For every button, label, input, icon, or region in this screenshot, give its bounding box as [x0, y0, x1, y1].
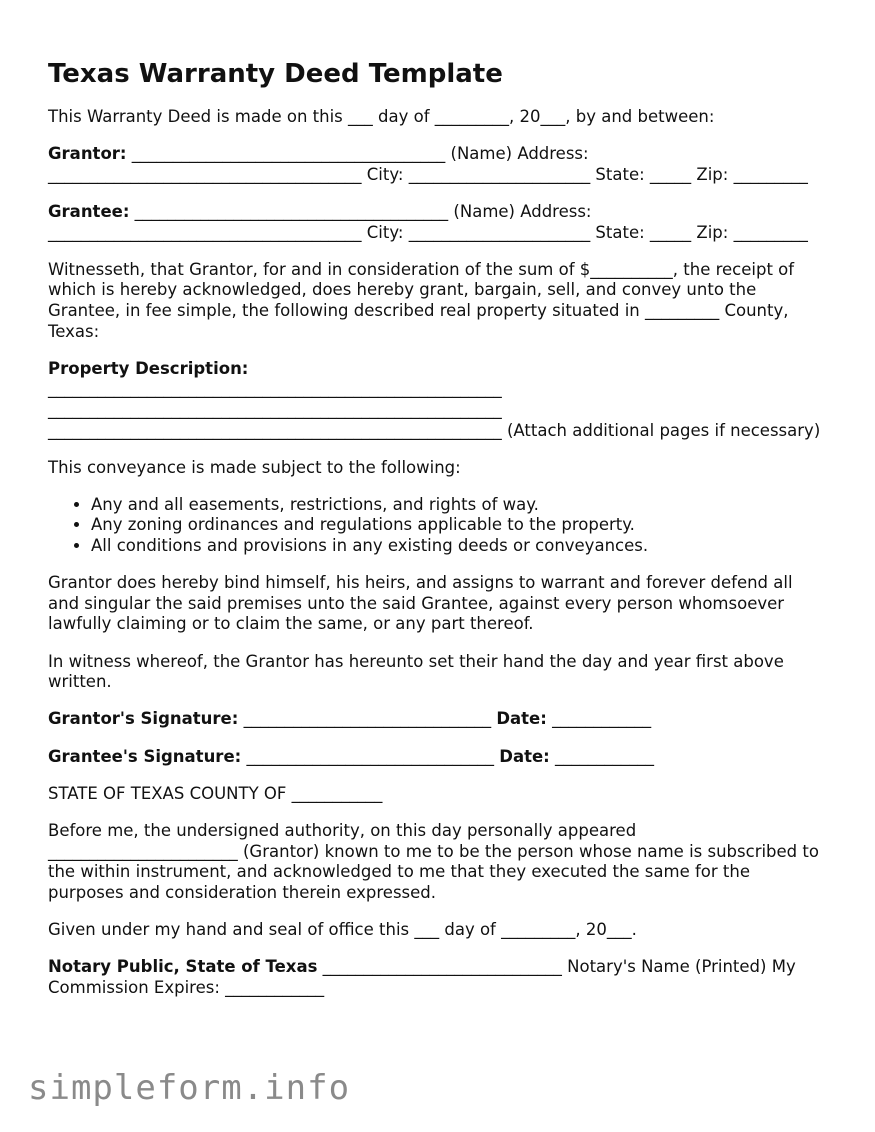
grantor-label: Grantor: — [48, 144, 127, 164]
grantor-signature-line — [48, 709, 828, 730]
property-line-1: _______________________________________________________ — [48, 379, 502, 399]
given-under-hand: Given under my hand and seal of office this ___ day of _________, 20___. — [48, 919, 637, 939]
grantor-section — [48, 144, 828, 185]
watermark: simpleform.info — [28, 1068, 351, 1108]
deed-document — [48, 58, 828, 1015]
page-title: Texas Warranty Deed Template — [48, 59, 503, 89]
notary-label: Notary Public, State of Texas — [48, 957, 318, 977]
grantor-signature-blank: ______________________________ — [238, 709, 492, 729]
state-county: STATE OF TEXAS COUNTY OF ___________ — [48, 783, 383, 803]
grantee-date-blank: ____________ — [549, 746, 655, 766]
grantee-date-label: Date: — [499, 746, 550, 766]
property-line-2: _______________________________________________________ — [48, 399, 502, 419]
notary-section — [48, 957, 828, 998]
property-line-3: _______________________________________________________ (Attach additional pages if necessary) — [48, 420, 821, 440]
grantor-signature-label: Grantor's Signature: — [48, 709, 239, 729]
grantee-signature-blank: ______________________________ — [241, 746, 494, 766]
acknowledgment-paragraph: Before me, the undersigned authority, on this day personally appeared _______________________ (Grantor) known to me to be the person whose name is subscribed to the within instrument, and acknowledged to me that they executed the same for the purposes and consideration therein expressed. — [48, 820, 819, 902]
witness-paragraph: In witness whereof, the Grantor has hereunto set their hand the day and year first above written. — [48, 651, 784, 692]
subject-intro: This conveyance is made subject to the following: — [48, 457, 461, 477]
property-label: Property Description: — [48, 358, 249, 378]
grantor-date-label: Date: — [496, 709, 547, 729]
grantee-section — [48, 202, 828, 243]
notary-fields: _____________________________ Notary's Name (Printed) My Commission Expires: ____________ — [48, 957, 796, 997]
intro-paragraph: This Warranty Deed is made on this ___ day of _________, 20___, by and between: — [48, 107, 715, 126]
grantee-signature-label: Grantee's Signature: — [48, 746, 242, 766]
grantee-signature-line — [48, 747, 828, 768]
witnesseth-paragraph: Witnesseth, that Grantor, for and in consideration of the sum of $__________, the receipt of which is hereby acknowledged, does hereby grant, bargain, sell, and convey unto the Grantee, in fee simple, the following described real property situated in _________ County, Texas: — [48, 259, 795, 341]
grantee-label: Grantee: — [48, 201, 130, 221]
warranty-paragraph: Grantor does hereby bind himself, his heirs, and assigns to warrant and forever defend all and singular the said premises unto the said Grantee, against every person whomsoever lawfully claiming or to claim the same, or any part thereof. — [48, 573, 793, 634]
grantee-fields: ______________________________________ (Name) Address: ______________________________________ City: ______________________ State: _____ Zip: _________ — [48, 201, 808, 242]
property-section — [48, 359, 828, 441]
grantor-fields: ______________________________________ (Name) Address: ______________________________________ City: ______________________ State: _____ Zip: _________ — [48, 144, 808, 184]
conditions-list — [48, 495, 828, 557]
list-item: • Any and all easements, restrictions, and rights of way. — [91, 495, 828, 516]
list-item: • All conditions and provisions in any existing deeds or conveyances. — [91, 536, 828, 557]
list-item: • Any zoning ordinances and regulations applicable to the property. — [91, 515, 828, 536]
grantor-date-blank: ____________ — [546, 709, 652, 729]
